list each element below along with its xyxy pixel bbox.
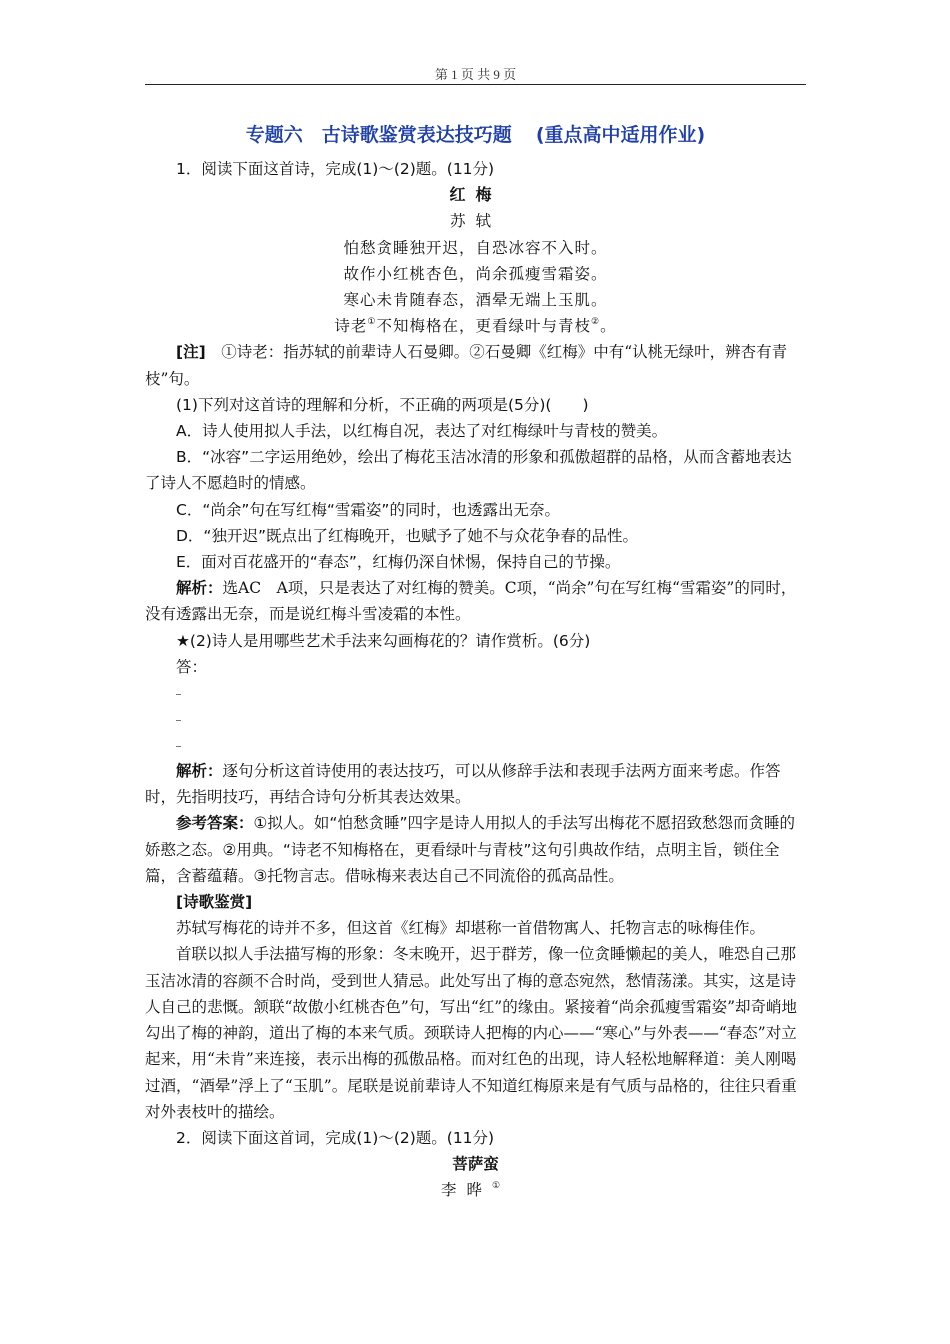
appreciation-heading: [诗歌鉴赏]	[176, 893, 253, 912]
option-e: E．面对百花盛开的“春态”，红梅仍深自怵惕，保持自己的节操。	[176, 553, 621, 572]
appreciation-paragraph-2: 首联以拟人手法描写梅的形象：冬末晚开，迟于群芳，像一位贪睡懒起的美人，唯恐自己那玉洁冰清的容颜不合时尚，受到世人猜忌。此处写出了梅的意态宛然，愁情荡漾。其实，这是诗人自己的悲慨。颔联“故傲小红桃杏色”句，写出“红”的缘由。紧接着“尚余孤瘦雪霜姿”却奇峭地勾出了梅的神韵，道出了梅的本来气质。颈联诗人把梅的内心——“寒心”与外表——“春态”对立起来，用“未肯”来连接，表示出梅的孤傲品格。而对红色的出现，诗人轻松地解释道：美人刚喝过酒，“酒晕”浮上了“玉肌”。尾联是说前辈诗人不知道红梅原来是有气质与品格的，往往只看重对外表枝叶的描绘。	[145, 945, 798, 1121]
note-label: [注]	[176, 343, 206, 362]
analysis-label: 解析：	[176, 579, 223, 598]
poem-line-3: 寒心未肯随春态，酒晕无端上玉肌。	[343, 291, 608, 310]
analysis-text: 选AC A项，只是表达了对红梅的赞美。C项，“尚余”句在写红梅“雪霜姿”的同时，没有透露出无奈，而是说红梅斗雪凌霜的本性。	[145, 579, 797, 624]
document-body	[145, 118, 806, 1204]
q1-intro: 1．阅读下面这首诗，完成(1)～(2)题。(11分)	[176, 160, 495, 178]
answer-blank-line[interactable]	[145, 680, 806, 706]
poem-line-4	[145, 313, 806, 339]
q2-author-name: 李晔	[440, 1181, 492, 1200]
q2-intro: 2．阅读下面这首词，完成(1)～(2)题。(11分)	[176, 1128, 495, 1147]
option-c: C．“尚余”句在写红梅“雪霜姿”的同时，也透露出无奈。	[176, 500, 560, 519]
poem-line-2: 故作小红桃杏色，尚余孤瘦雪霜姿。	[343, 264, 608, 283]
appreciation-paragraph-1: 苏轼写梅花的诗并不多，但这首《红梅》却堪称一首借物寓人、托物言志的咏梅佳作。	[176, 919, 766, 938]
poem-line-4-b: 不知梅格在，更看绿叶与青枝	[376, 317, 591, 336]
reference-answer	[145, 810, 806, 889]
q1-sub1-analysis	[145, 575, 806, 627]
header-divider	[145, 84, 806, 85]
page-number: 第 1 页 共 9 页	[434, 67, 517, 82]
footnote-marker: ①	[491, 1181, 511, 1192]
poem-line-4-a: 诗老	[334, 317, 368, 336]
q1-sub1-question: (1)下列对这首诗的理解和分析，不正确的两项是(5分)( )	[176, 395, 589, 414]
analysis-text: 逐句分析这首诗使用的表达技巧，可以从修辞手法和表现手法两方面来考虑。作答时，先指明技巧，再结合诗句分析其表达效果。	[145, 762, 781, 807]
title-sub: (重点高中适用作业)	[535, 124, 706, 146]
q1-note	[145, 339, 806, 391]
option-b: B．“冰容”二字运用绝妙，绘出了梅花玉洁冰清的形象和孤傲超群的品格，从而含蓄地表达了诗人不愿趋时的情感。	[145, 448, 792, 493]
q1-poem-author: 苏轼	[449, 212, 501, 231]
option-a: A．诗人使用拟人手法，以红梅自况，表达了对红梅绿叶与青枝的赞美。	[176, 422, 668, 441]
answer-blank-line[interactable]	[145, 732, 806, 758]
option-d: D．“独开迟”既点出了红梅晚开，也赋予了她不与众花争春的品性。	[176, 526, 638, 545]
page-header	[145, 64, 806, 83]
poem-line-1: 怕愁贪睡独开迟，自恐冰容不入时。	[343, 238, 608, 257]
footnote-marker-2: ②	[591, 317, 601, 328]
footnote-marker-1: ①	[367, 317, 377, 328]
page-title	[145, 118, 806, 152]
q1-sub2-analysis	[145, 758, 806, 810]
note-text: ①诗老：指苏轼的前辈诗人石曼卿。②石曼卿《红梅》中有“认桃无绿叶，辨杏有青枝”句。	[145, 343, 788, 388]
poem-line-4-c: 。	[600, 317, 617, 336]
reference-label: 参考答案：	[176, 814, 254, 833]
q2-poem-author	[145, 1177, 806, 1203]
q1-poem-title: 红梅	[449, 185, 502, 205]
reference-text: ①拟人。如“怕愁贪睡”四字是诗人用拟人的手法写出梅花不愿招致愁怨而贪睡的娇憨之态。②用典。“诗老不知梅格在，更看绿叶与青枝”这句引典故作结，点明主旨，锁住全篇，含蓄蕴藉。③托物言志。借咏梅来表达自己不同流俗的孤高品性。	[145, 814, 795, 885]
q2-poem-title: 菩萨蛮	[452, 1155, 499, 1174]
answer-blank-line[interactable]	[145, 706, 806, 732]
q1-sub2-question: ★(2)诗人是用哪些艺术手法来勾画梅花的？请作赏析。(6分)	[176, 631, 591, 650]
title-main: 专题六 古诗歌鉴赏表达技巧题	[245, 124, 512, 146]
answer-label: 答：	[176, 657, 208, 676]
analysis-label: 解析：	[176, 762, 223, 781]
